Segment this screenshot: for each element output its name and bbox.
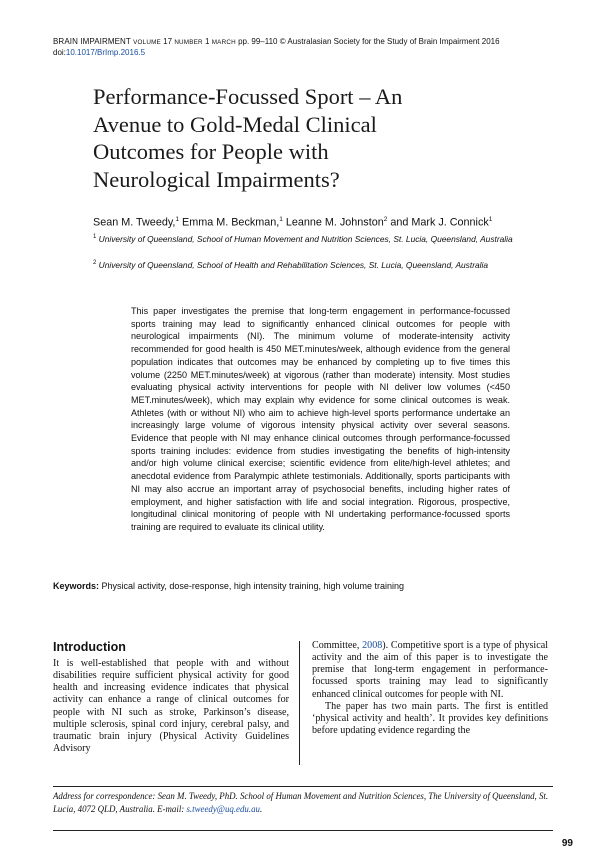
journal-citation-line — [53, 37, 573, 48]
affiliation-mark: 1 — [93, 234, 97, 240]
author-name: Mark J. Connick — [411, 216, 489, 229]
author-affiliation-mark: 1 — [279, 216, 283, 223]
page-bottom-rule — [53, 830, 553, 831]
affiliation-text: University of Queensland, School of Health and Rehabilitation Sciences, St. Lucia, Queensland, Australia — [98, 259, 489, 270]
page-range: pp. 99–110 — [238, 37, 278, 46]
affiliation-text: University of Queensland, School of Human Movement and Nutrition Sciences, St. Lucia, Queensland, Australia — [98, 233, 513, 244]
author-affiliation-mark: 1 — [175, 216, 180, 223]
journal-name: BRAIN IMPAIRMENT — [53, 37, 131, 46]
author-affiliation-mark: 1 — [488, 216, 493, 223]
affiliation — [93, 258, 553, 271]
body-text: Committee, — [312, 640, 363, 651]
doi-link[interactable]: 10.1017/BrImp.2016.5 — [65, 48, 146, 57]
affiliation — [93, 232, 553, 245]
citation-link[interactable]: 2008 — [362, 640, 383, 651]
author-name: Emma M. Beckman, — [182, 216, 280, 229]
title-line-2: Avenue to Gold-Medal Clinical — [93, 111, 377, 137]
copyright-notice: © Australasian Society for the Study of Brain Impairment 2016 — [279, 37, 500, 46]
issue-month: MARCH — [211, 39, 236, 46]
author-name: Leanne M. Johnston — [285, 216, 384, 229]
affiliation-mark: 2 — [93, 260, 97, 266]
body-column-left — [53, 658, 289, 755]
body-column-right — [312, 640, 548, 737]
correspondence-text: Address for correspondence: Sean M. Tweedy, PhD. School of Human Movement and Nutrition Sciences, The University of Queensland, St. Lucia, 4072 QLD, Australia. E-mail: — [53, 791, 549, 814]
keywords — [53, 580, 553, 592]
issue-number: 1 — [205, 37, 210, 46]
article-title — [93, 83, 533, 193]
author-affiliation-mark: 2 — [383, 216, 388, 223]
title-line-3: Outcomes for People with — [93, 139, 329, 164]
volume-number: 17 — [163, 37, 173, 46]
footnote-divider — [53, 786, 553, 787]
author-conjunction: and — [390, 216, 409, 229]
title-line-4: Neurological Impairments? — [93, 166, 340, 192]
email-link[interactable]: s.tweedy@uq.edu.au — [186, 803, 260, 814]
author-name: Sean M. Tweedy, — [93, 216, 176, 229]
volume-label: VOLUME — [133, 39, 161, 46]
keywords-text: Physical activity, dose-response, high intensity training, high volume training — [101, 581, 405, 591]
body-paragraph: It is well-established that people with and without disabilities require sufficient physical activity for good health and increasing evidence indicates that physical activity can enhance a range of clinical outcomes for people with NI such as stroke, Parkinson’s disease, multiple sclerosis, spinal cord injury, cerebral palsy, and traumatic brain injury (Physical Activity Guidelines Advisory — [53, 658, 289, 755]
doi-line — [53, 48, 573, 58]
page-number: 99 — [561, 838, 573, 849]
author-list — [93, 213, 563, 230]
keywords-label: Keywords: — [53, 581, 100, 591]
body-text: ). Competitive sport is a type of physical activity and the aim of this paper is to investigate the premise that long-term engagement in performance-focussed sports training may lead to significantly enhanced clinical outcomes for people with NI. — [312, 640, 548, 700]
correspondence-end: . — [259, 803, 263, 814]
abstract: This paper investigates the premise that long-term engagement in performance-focussed sports training may lead to significantly enhanced clinical outcomes for people with neurological impairments (NI). The minimum volume of moderate-intensity activity recommended for good health is 450 MET.minutes/week, although evidence from the general population indicates that outcomes may be enhanced by completing up to five times this volume (2250 MET.minutes/week) at vigorous (rather than moderate) intensity. Most studies evaluating physical activity interventions for people with NI deliver low volumes (<450 MET.minutes/week), which may explain why evidence for some clinical outcomes is weak. Athletes (with or without NI) who aim to achieve high-level sports performance undertake an increasingly large volume of vigorous intensity physical activity over several seasons. Evidence that people with NI may enhance clinical outcomes through performance-focussed sports training includes: evidence from studies investigating the benefits of high-intensity and/or high volume clinical exercise; scientific evidence from elite/high-level athletes; and anecdotal evidence from Paralympic athlete testimonials. Additionally, sports participants with NI may also accrue an important array of psychosocial benefits, including higher rates of employment, and higher satisfaction with life and social integration. Rigorous, prospective, longitudinal clinical monitoring of people with NI undertaking performance-focussed sports training are required to evaluate its clinical utility. — [131, 306, 510, 532]
body-paragraph: The paper has two main parts. The first is entitled ‘physical activity and health’. It provides key definitions before updating evidence regarding the — [312, 700, 548, 737]
column-divider — [299, 641, 300, 765]
journal-header — [53, 37, 573, 58]
doi-prefix: doi: — [53, 48, 66, 57]
issue-label: NUMBER — [174, 39, 203, 46]
title-line-1: Performance-Focussed Sport – An — [93, 84, 403, 109]
body-paragraph — [312, 640, 548, 701]
correspondence-address — [53, 790, 553, 815]
section-heading-introduction: Introduction — [53, 640, 126, 654]
